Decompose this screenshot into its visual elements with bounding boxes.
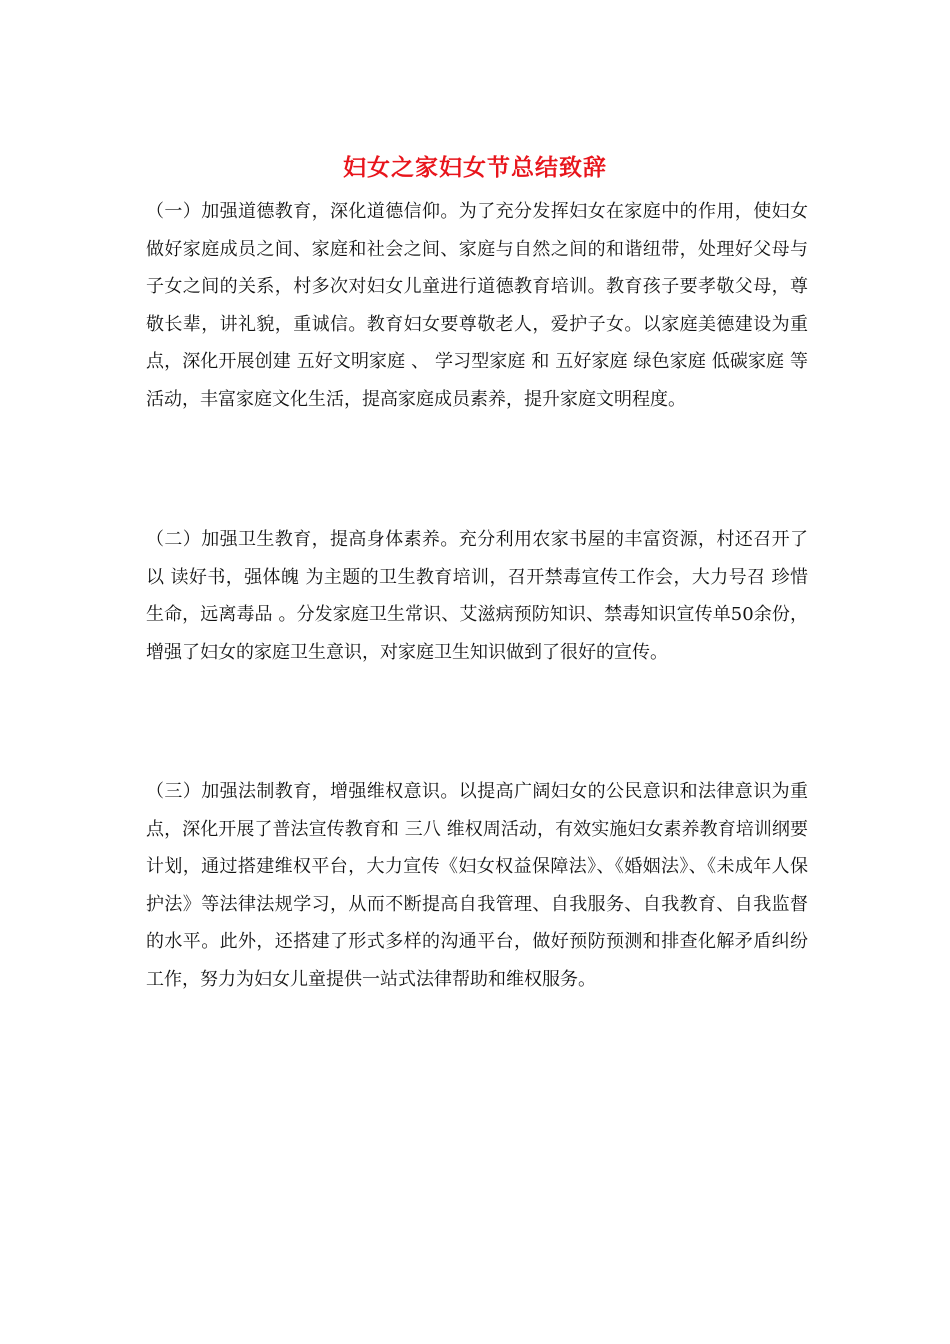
document-title: 妇女之家妇女节总结致辞 [343,154,607,181]
paragraph-health-education: （二）加强卫生教育，提高身体素养。充分利用农家书屋的丰富资源，村还召开了以 读好书，强体魄 为主题的卫生教育培训，召开禁毒宣传工作会，大力号召 珍惜生命，远离毒品 。分发家庭卫生常识、艾滋病预防知识、禁毒知识宣传单50余份，增强了妇女的家庭卫生意识，对家庭卫生知识做到了很好的宣传。 [146,529,808,663]
paragraph-legal-education: （三）加强法制教育，增强维权意识。以提高广阔妇女的公民意识和法律意识为重点，深化开展了普法宣传教育和 三八 维权周活动，有效实施妇女素养教育培训纲要计划，通过搭建维权平台，大力宣传《妇女权益保障法》、《婚姻法》、《未成年人保护法》等法律法规学习，从而不断提高自我管理、自我服务、自我教育、自我监督的水平。此外，还搭建了形式多样的沟通平台，做好预防预测和排查化解矛盾纠纷工作，努力为妇女儿童提供一站式法律帮助和维权服务。 [146,781,808,990]
paragraph-moral-education: （一）加强道德教育，深化道德信仰。为了充分发挥妇女在家庭中的作用，使妇女做好家庭成员之间、家庭和社会之间、家庭与自然之间的和谐纽带，处理好父母与子女之间的关系，村多次对妇女儿童进行道德教育培训。教育孩子要孝敬父母，尊敬长辈，讲礼貌，重诚信。教育妇女要尊敬老人，爱护子女。以家庭美德建设为重点，深化开展创建 五好文明家庭 、 学习型家庭 和 五好家庭 绿色家庭 低碳家庭 等活动，丰富家庭文化生活，提高家庭成员素养，提升家庭文明程度。 [146,201,808,410]
